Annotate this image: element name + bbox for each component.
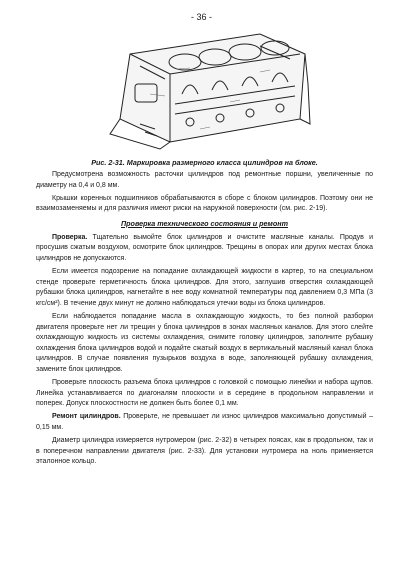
paragraph: Крышки коренных подшипников обрабатываются в сборе с блоком цилиндров. Поэтому они не взаимозаменяемы и для различия имеют риски на наружной поверхности (см. рис. 2-19).: [36, 194, 373, 213]
paragraph: [36, 412, 373, 433]
paragraph-text: Если наблюдается попадание масла в охлаждающую жидкость, то без полной разборки двигателя проверьте нет ли трещин у блока цилиндров в зонах масляных каналов. Для этого слейте охлаждающую жидкость из системы охлаждения, снимите головку цилиндров, заполните рубашку охлаждения блока цилиндров водой и подайте сжатый воздух в вертикальный масляный канал блока цилиндров. В случае появления пузырьков воздуха в воде, заполняющей рубашку охлаждения, замените блок цилиндров.: [36, 313, 373, 373]
engine-block-illustration: [90, 24, 320, 154]
section-title: Проверка технического состояния и ремонт: [121, 218, 288, 228]
paragraph: [36, 436, 373, 468]
paragraph: [36, 378, 373, 410]
paragraph-text: Диаметр цилиндра измеряется нутромером (рис. 2-32) в четырех поясах, как в продольном, так и в поперечном направлении двигателя (рис. 2-33). Для установки нутромера на ноль применяется эталонное кольцо.: [36, 437, 373, 466]
page-number: - 36 -: [190, 12, 212, 22]
paragraph: Предусмотрена возможность расточки цилиндров под ремонтные поршни, увеличенные по диаметру на 0,4 и 0,8 мм.: [36, 171, 373, 189]
paragraph-text: Если имеется подозрение на попадание охлаждающей жидкости в картер, то на специальном стенде проверьте герметичность блока цилиндров. Для этого, заглушив отверстия охлаждающей рубашки блока цилиндров, нагнетайте в нее воду комнатной температуры под давлением 0,3 МПа (3 кгс/см²). В течение двух минут не должно наблюдаться утечки воды из блока цилиндров.: [36, 268, 373, 307]
document-body: [36, 170, 373, 470]
paragraph: [36, 312, 373, 376]
paragraph-lead: Ремонт цилиндров.: [52, 413, 121, 421]
paragraph-text: Проверьте плоскость разъема блока цилиндров с головкой с помощью линейки и набора щупов. Линейка устанавливается по диагоналям плоскости и в середине в продольном направлении и поперек. Допуск плоскостности не должен быть более 0,1 мм.: [36, 379, 373, 408]
engine-block-drawing: [90, 24, 320, 154]
paragraph: [36, 267, 373, 309]
paragraph-text: Проверьте, не превышает ли износ цилиндров максимально допустимый – 0,15 мм.: [36, 413, 373, 431]
paragraph: [36, 233, 373, 265]
paragraph-lead: Проверка.: [52, 233, 88, 241]
paragraph-text: Тщательно вымойте блок цилиндров и очистите масляные каналы. Продув и просушив сжатым воздухом, осмотрите блок цилиндров. Трещины в опорах или других местах блока цилиндров не допускаются.: [36, 233, 373, 263]
figure-caption: Рис. 2-31. Маркировка размерного класса цилиндров на блоке.: [91, 158, 318, 167]
